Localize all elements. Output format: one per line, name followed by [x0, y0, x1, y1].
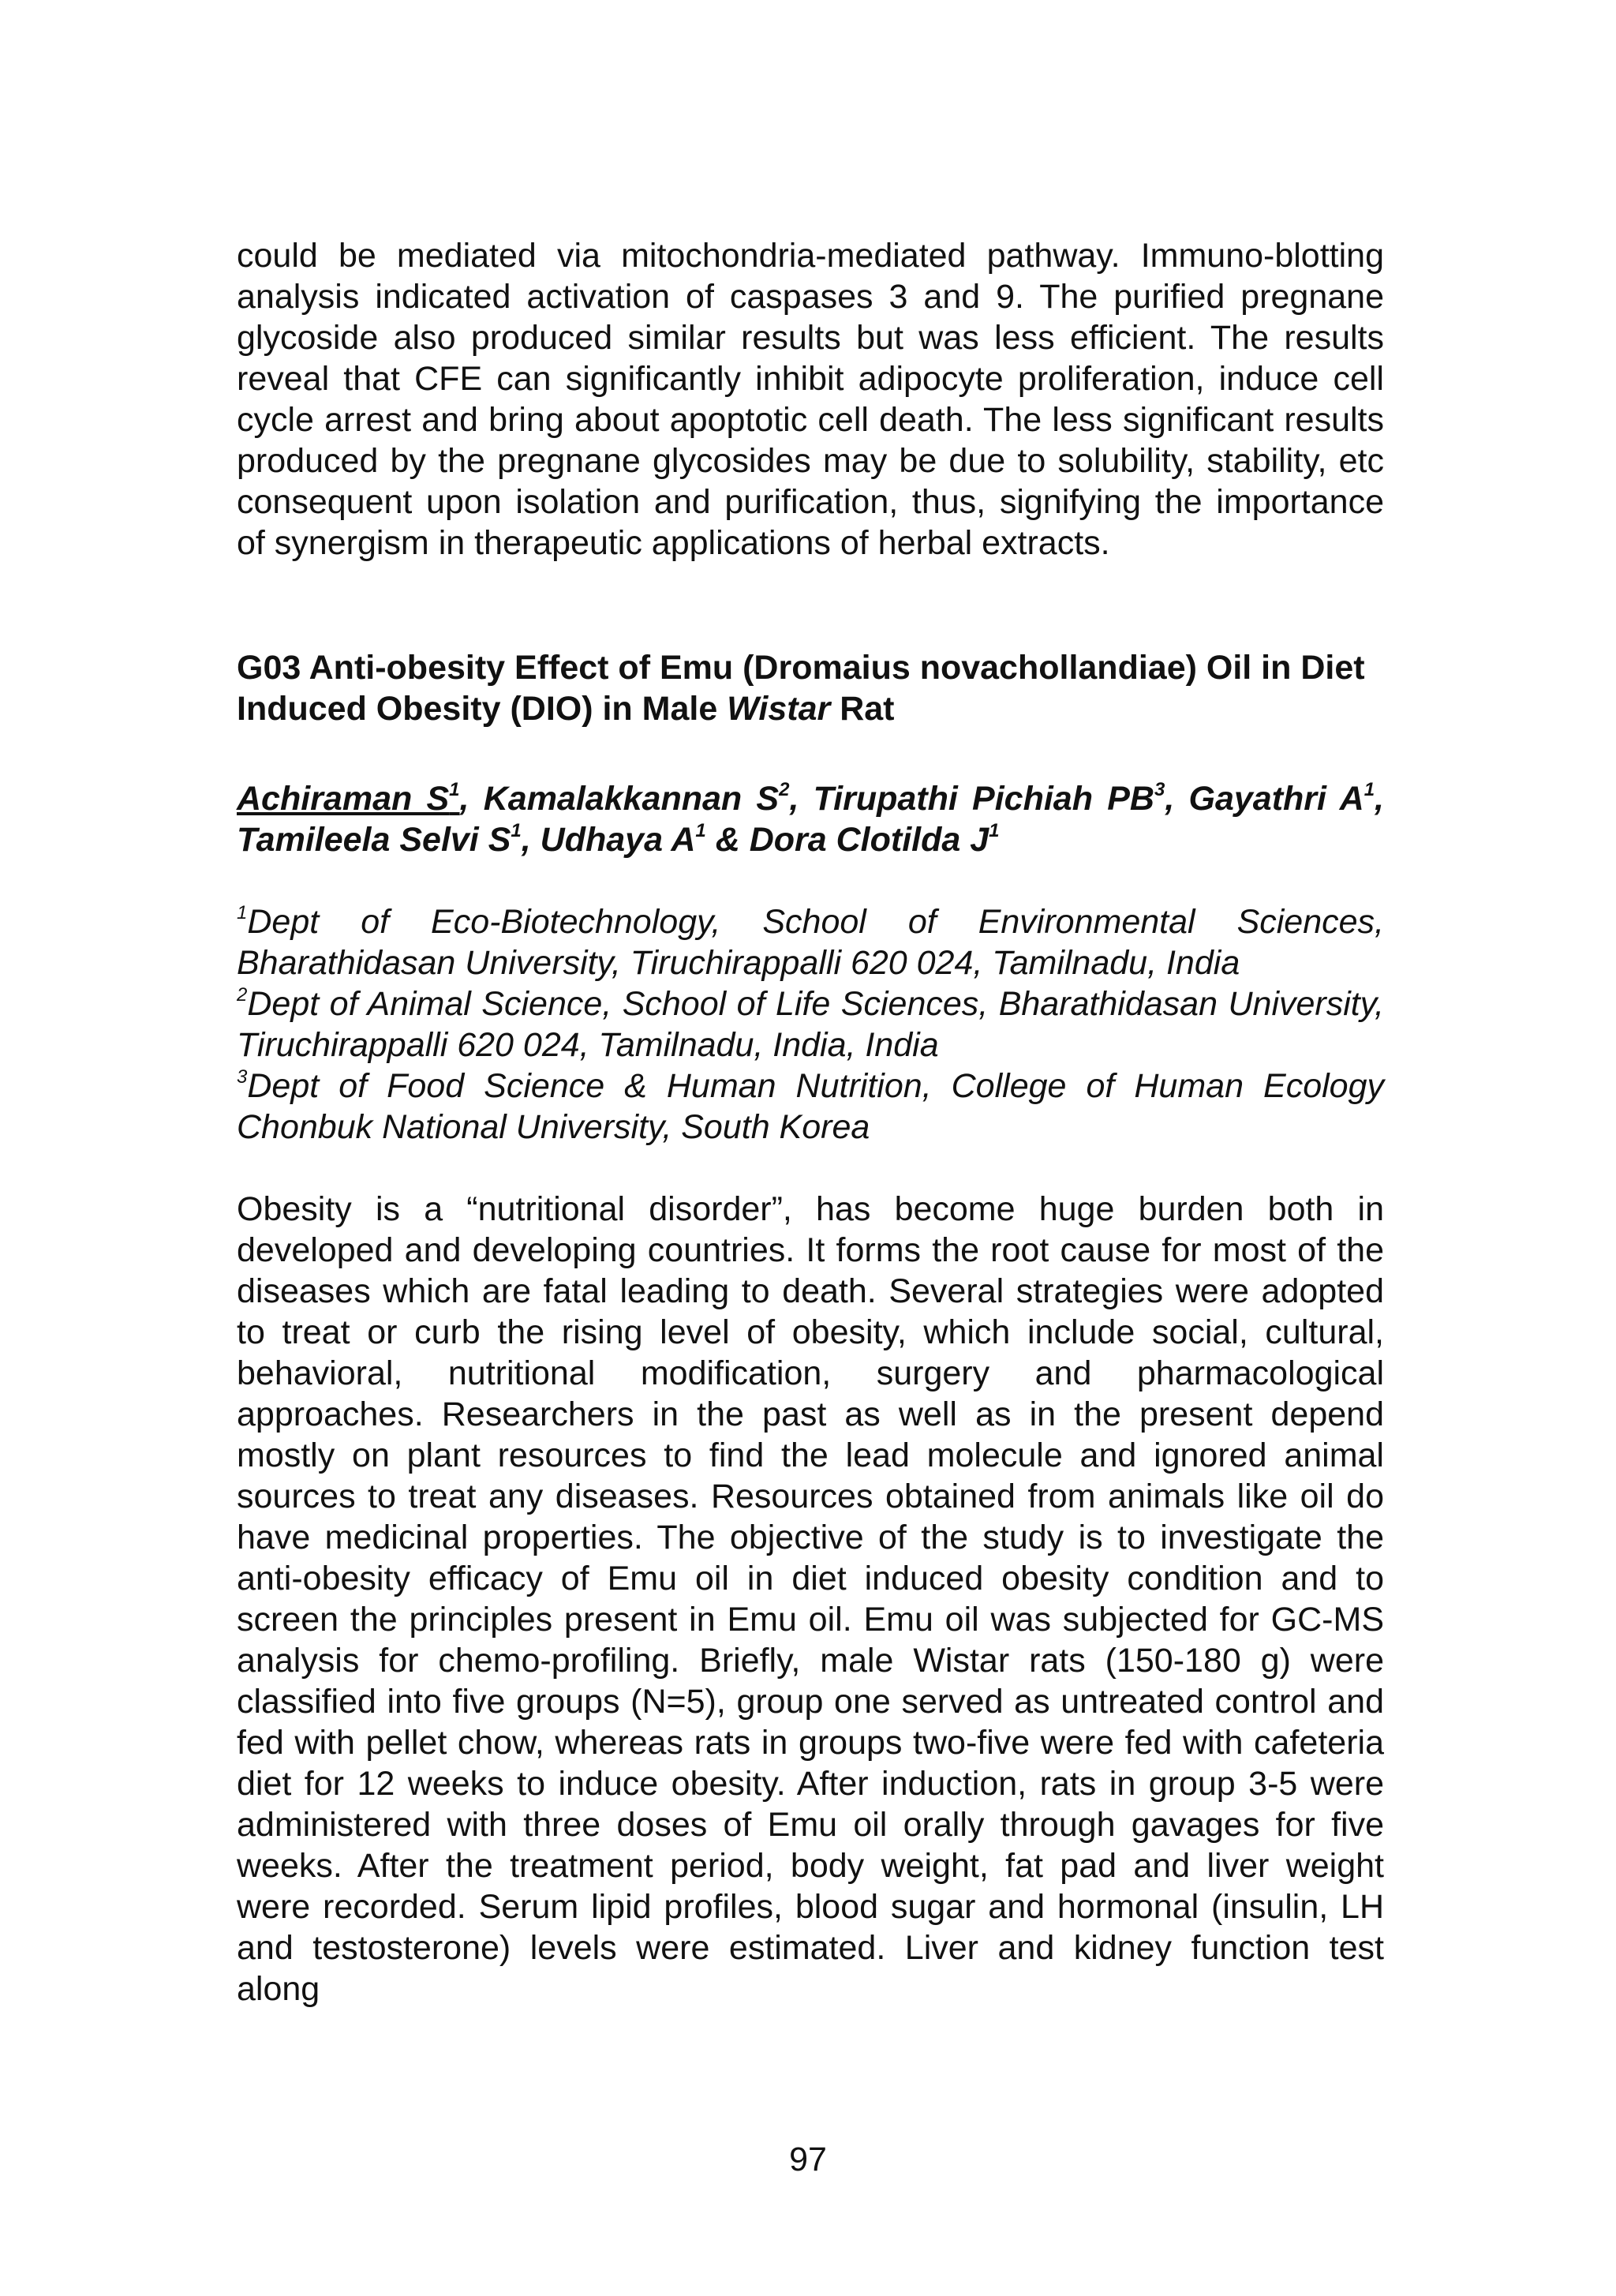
affiliation-item — [237, 901, 1384, 983]
author-name: Achiraman S — [237, 780, 450, 818]
author-separator: , — [789, 780, 814, 818]
continuation-paragraph: could be mediated via mitochondria-mediated pathway. Immuno-blotting analysis indicated activation of caspases 3 and 9. The purified pregnane glycoside also produced similar results but was less efficient. The results reveal that CFE can significantly inhibit adipocyte proliferation, induce cell cycle arrest and bring about apoptotic cell death. The less significant results produced by the pregnane glycosides may be due to solubility, stability, etc consequent upon isolation and purification, thus, signifying the importance of synergism in therapeutic applications of herbal extracts. — [237, 237, 1384, 562]
abstract-body: Obesity is a “nutritional disorder”, has become huge burden both in developed and developing countries. It forms the root cause for most of the diseases which are fatal leading to death. Several strategies were adopted to treat or curb the rising level of obesity, which include social, cultural, behavioral, nutritional modification, surgery and pharmacological approaches. Researchers in the past as well as in the present depend mostly on plant resources to find the lead molecule and ignored animal sources to treat any diseases. Resources obtained from animals like oil do have medicinal properties. The objective of the study is to investigate the anti-obesity efficacy of Emu oil in diet induced obesity condition and to screen the principles present in Emu oil. Emu oil was subjected for GC-MS analysis for chemo-profiling. Briefly, male Wistar rats (150-180 g) were classified into five groups (N=5), group one served as untreated control and fed with pellet chow, whereas rats in groups two-five were fed with cafeteria diet for 12 weeks to induce obesity. After induction, rats in group 3-5 were administered with three doses of Emu oil orally through gavages for five weeks. After the treatment period, body weight, fat pad and liver weight were recorded. Serum lipid profiles, blood sugar and hormonal (insulin, LH and testosterone) levels were estimated. Liver and kidney function test along — [237, 1190, 1384, 2008]
abstract-title-tail: Rat — [830, 690, 895, 728]
page-number: 97 — [789, 2141, 827, 2178]
author-name: Tamileela Selvi S — [237, 821, 511, 859]
author-separator: , — [459, 780, 484, 818]
abstract-title-italic: Wistar — [727, 690, 831, 728]
author-separator: & — [705, 821, 750, 859]
author-list — [237, 778, 1384, 860]
author-name: Tirupathi Pichiah PB — [813, 780, 1154, 818]
author-affil-mark: 3 — [1154, 779, 1165, 800]
author-affil-mark: 1 — [989, 820, 1000, 841]
author-affil-mark: 1 — [449, 779, 460, 800]
affiliation-text: Dept of Animal Science, School of Life Sciences, Bharathidasan University, Tiruchirappalli 620 024, Tamilnadu, India, India — [237, 985, 1384, 1064]
page-content — [237, 235, 1384, 2009]
author-separator: , — [1375, 780, 1384, 818]
affiliation-mark: 3 — [237, 1066, 248, 1088]
author-name: Dora Clotilda J — [749, 821, 989, 859]
abstract-title — [237, 647, 1384, 729]
author-affil-mark: 1 — [511, 820, 522, 841]
author-affil-mark: 1 — [695, 820, 706, 841]
affiliation-list — [237, 901, 1384, 1148]
author-affil-mark: 2 — [779, 779, 790, 800]
author-name: Gayathri A — [1188, 780, 1364, 818]
affiliation-text: Dept of Eco-Biotechnology, School of Environmental Sciences, Bharathidasan University, Tiruchirappalli 620 024, Tamilnadu, India — [237, 903, 1384, 982]
author-separator: , — [1165, 780, 1189, 818]
affiliation-mark: 1 — [237, 902, 248, 923]
abstract-title-lead: G03 Anti-obesity Effect of Emu (Dromaius novachollandiae) Oil in Diet Induced Obesity (DIO) in Male — [237, 649, 1365, 728]
author-separator: , — [521, 821, 541, 859]
affiliation-item — [237, 983, 1384, 1066]
affiliation-mark: 2 — [237, 984, 248, 1006]
author-name: Udhaya A — [540, 821, 696, 859]
affiliation-item — [237, 1066, 1384, 1148]
author-presenter — [237, 780, 460, 818]
affiliation-text: Dept of Food Science & Human Nutrition, College of Human Ecology Chonbuk National University, South Korea — [237, 1067, 1384, 1146]
author-affil-mark: 1 — [1364, 779, 1375, 800]
author-name: Kamalakkannan S — [483, 780, 780, 818]
